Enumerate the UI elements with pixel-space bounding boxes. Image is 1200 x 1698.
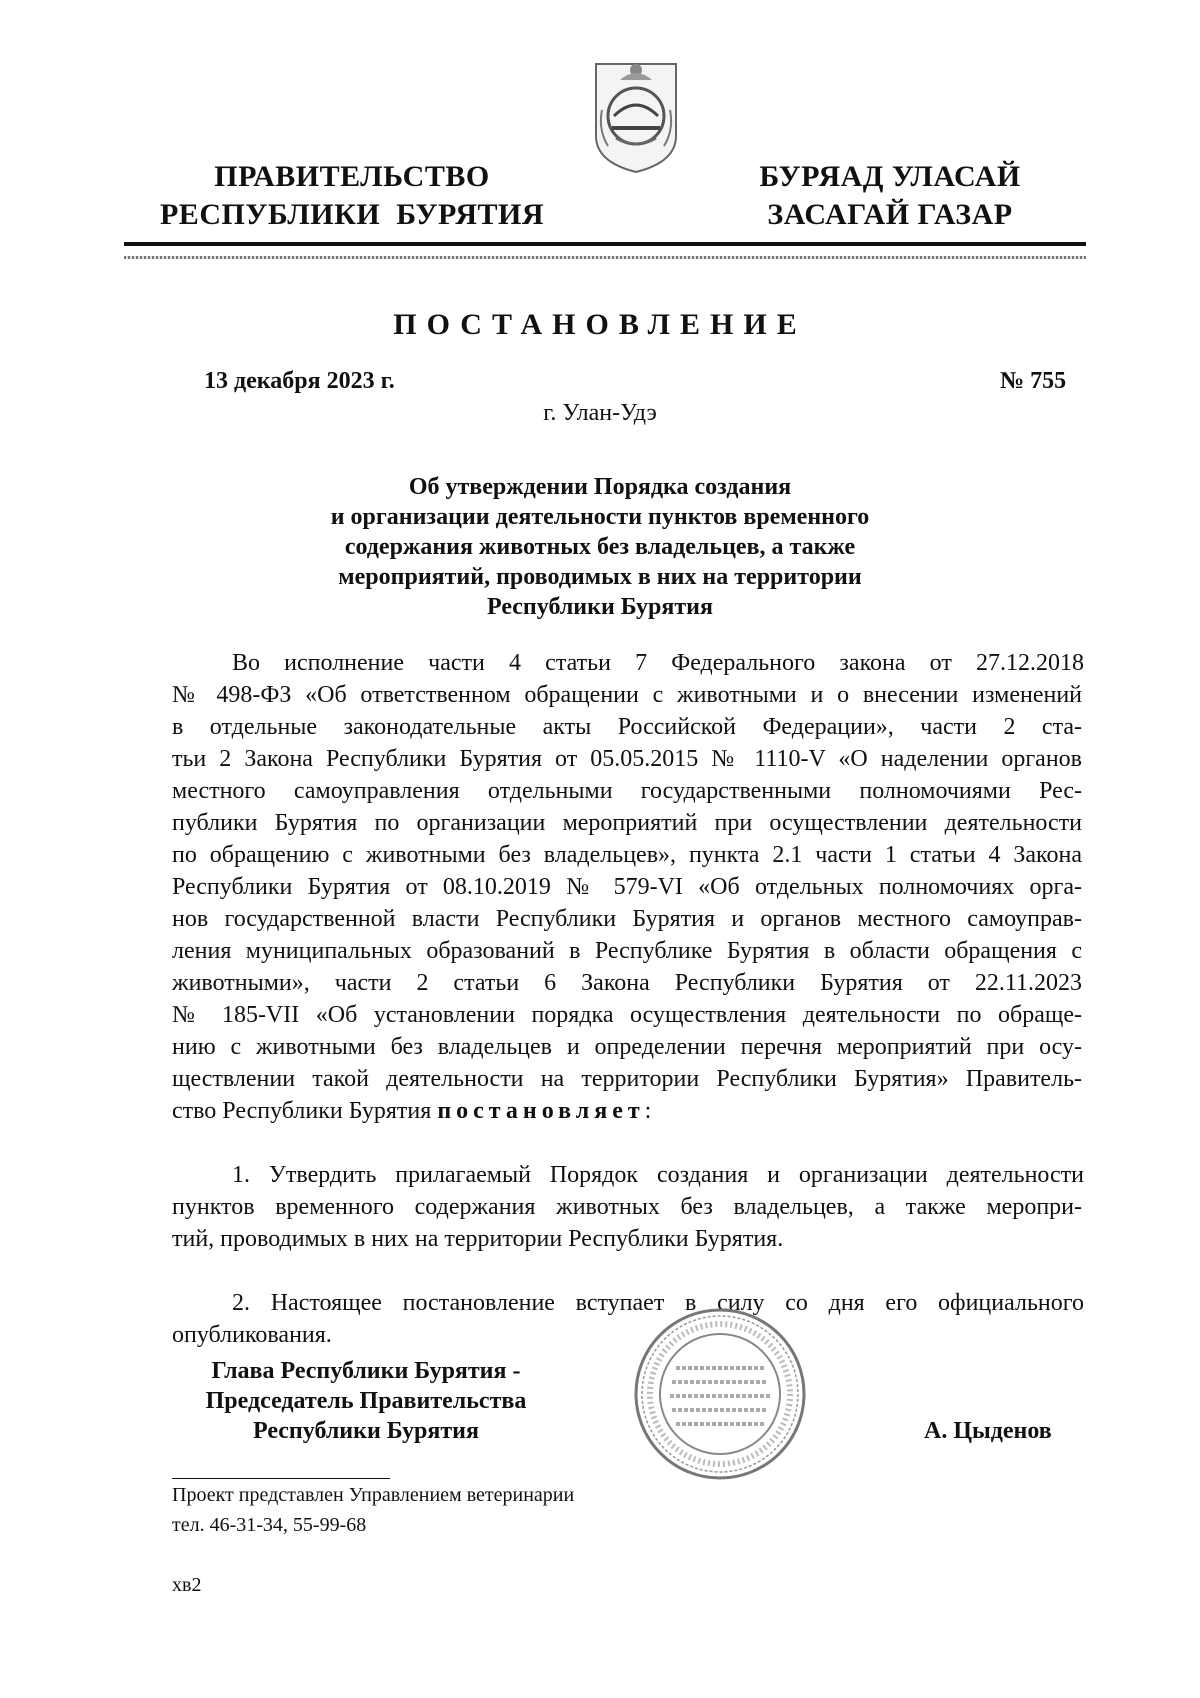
signatory-role-line1: Глава Республики Бурятия - [211,1358,521,1384]
preamble-line: в отдельные законодательные акты Российской Федерации», части 2 ста- [172,714,1082,740]
org-name-buryat [680,158,1100,234]
preamble-line: местного самоуправления отдельными государственными полномочиями Рес- [172,778,1082,804]
preamble-line: по обращению с животными без владельцев», пункта 2.1 части 1 статьи 4 Закона [172,842,1082,868]
subject-line: Республики Бурятия [486,594,713,620]
decree-word: постановляет [437,1098,645,1124]
preamble-line: нов государственной власти Республики Бурятия и органов местного самоуправ- [172,906,1082,932]
preamble-line: ществлении такой деятельности на территории Республики Бурятия» Правитель- [172,1066,1082,1092]
document-city: г. Улан-Удэ [543,400,657,426]
document-number: № 755 [1000,368,1067,394]
subject-line: и организации деятельности пунктов временного [330,504,870,530]
preamble-last-prefix: ство Республики Бурятия [172,1098,438,1124]
document-code: хв2 [172,1574,202,1596]
org-name-buryat-line2: ЗАСАГАЙ ГАЗАР [767,198,1013,231]
preamble-line: ления муниципальных образований в Республике Бурятия в области обращения с [172,938,1082,964]
item1-line: пунктов временного содержания животных без владельцев, а также меропри- [172,1194,1082,1220]
document-subject [260,472,940,622]
item2-line: 2. Настоящее постановление вступает в силу со дня его официального [232,1290,1084,1316]
preamble-line: Республики Бурятия от 08.10.2019 № 579-VI «Об отдельных полномочиях орга- [172,874,1082,900]
org-name-buryat-line1: БУРЯАД УЛАСАЙ [759,160,1021,193]
preamble-line: № 185-VII «Об установлении порядка осуществления деятельности по обраще- [172,1002,1082,1028]
preamble-line: № 498-ФЗ «Об ответственном обращении с животными и о внесении изменений [172,682,1082,708]
preamble-line: тьи 2 Закона Республики Бурятия от 05.05.2015 № 1110-V «О наделении органов [172,746,1082,772]
item1-line: тий, проводимых в них на территории Республики Бурятия. [172,1226,784,1252]
preamble-line: Во исполнение части 4 статьи 7 Федерального закона от 27.12.2018 [232,650,1084,676]
signatory-role-line2: Председатель Правительства [205,1388,527,1414]
project-note: Проект представлен Управлением ветеринарии [172,1484,575,1506]
subject-line: Об утверждении Порядка создания [408,474,792,500]
item1-line: 1. Утвердить прилагаемый Порядок создания и организации деятельности [232,1162,1084,1188]
header-divider-dotted [124,256,1086,259]
contact-phones: тел. 46-31-34, 55-99-68 [172,1514,367,1536]
preamble-last-suffix: : [644,1098,652,1124]
org-name-ru-line2: РЕСПУБЛИКИ БУРЯТИЯ [159,198,545,231]
org-name-ru [142,158,562,234]
preamble-line: публики Бурятия по организации мероприятий при осуществлении деятельности [172,810,1082,836]
preamble-last-line [172,1098,651,1125]
header-divider [124,242,1086,246]
signatory-role [170,1356,562,1446]
preamble-line: животными», части 2 статьи 6 Закона Республики Бурятия от 22.11.2023 [172,970,1082,996]
document-date: 13 декабря 2023 г. [204,368,395,394]
official-seal-icon [632,1306,808,1482]
subject-line: содержания животных без владельцев, а также [344,534,856,560]
item2-line: опубликования. [172,1322,332,1348]
org-name-ru-line1: ПРАВИТЕЛЬСТВО [214,160,490,193]
subject-line: мероприятий, проводимых в них на территории [338,564,862,590]
footer-divider [172,1478,390,1479]
preamble-line: нию с животными без владельцев и определении перечня мероприятий при осу- [172,1034,1082,1060]
signatory-name: А. Цыденов [924,1418,1052,1444]
document-type: ПОСТАНОВЛЕНИЕ [393,308,807,341]
signatory-role-line3: Республики Бурятия [252,1418,479,1444]
coat-of-arms-icon [590,50,682,176]
